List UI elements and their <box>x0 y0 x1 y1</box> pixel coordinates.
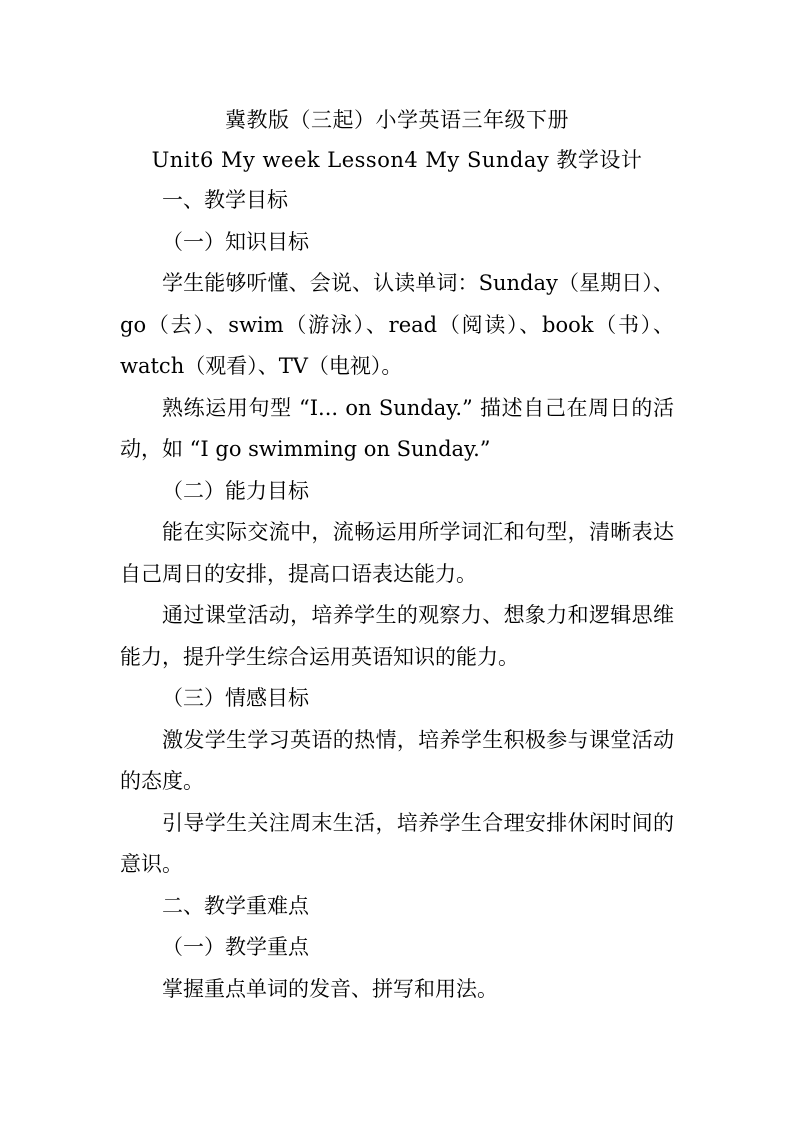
document-subtitle: Unit6 My week Lesson4 My Sunday 教学设计 <box>151 148 643 172</box>
document-title: 冀教版（三起）小学英语三年级下册 <box>225 108 569 132</box>
subheading-emotion: （三）情感目标 <box>162 686 309 710</box>
paragraph-emotion-1: 激发学生学习英语的热情，培养学生积极参与课堂活动的态度。 <box>120 727 674 793</box>
paragraph-ability-2: 通过课堂活动，培养学生的观察力、想象力和逻辑思维能力，提升学生综合运用英语知识的能力。 <box>120 603 674 669</box>
paragraph-knowledge-sentence: 熟练运用句型 “I... on Sunday.” 描述自己在周日的活动，如 “I go swimming on Sunday.” <box>120 395 674 461</box>
subheading-knowledge: （一）知识目标 <box>162 229 309 254</box>
subheading-teaching-focus: （一）教学重点 <box>162 935 309 959</box>
section-heading-key-points: 二、教学重难点 <box>162 893 309 918</box>
paragraph-ability-1: 能在实际交流中，流畅运用所学词汇和句型，清晰表达自己周日的安排，提高口语表达能力。 <box>120 520 674 586</box>
paragraph-knowledge-words: 学生能够听懂、会说、认读单词：Sunday（星期日）、go（去）、swim（游泳）、read（阅读）、book（书）、watch（观看）、TV（电视）。 <box>120 271 674 378</box>
section-heading-objectives: 一、教学目标 <box>162 188 288 212</box>
paragraph-emotion-2: 引导学生关注周末生活，培养学生合理安排休闲时间的意识。 <box>120 810 674 876</box>
subheading-ability: （二）能力目标 <box>162 478 309 503</box>
paragraph-teaching-focus: 掌握重点单词的发音、拼写和用法。 <box>162 976 498 1001</box>
